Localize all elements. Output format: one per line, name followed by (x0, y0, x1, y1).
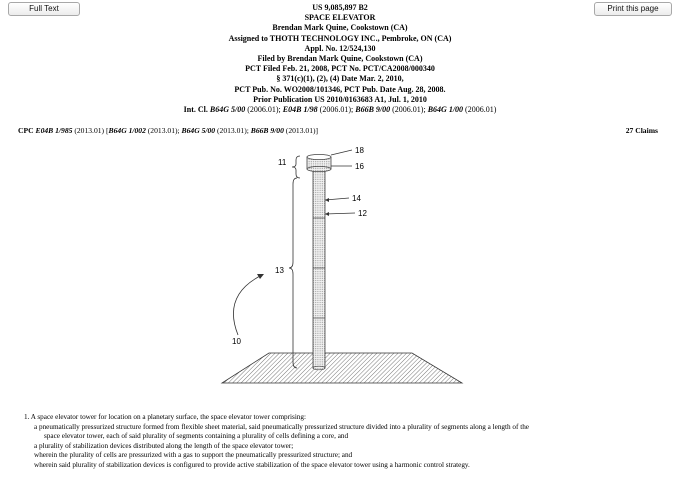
label-10: 10 (232, 337, 241, 346)
tower-cap (307, 154, 331, 171)
label-18: 18 (355, 146, 364, 155)
cpc-code: B64G 1/002 (108, 126, 146, 135)
int-cl-code: B64G 1/00 (427, 105, 464, 115)
claim-1 (24, 413, 664, 471)
label-12: 12 (358, 209, 367, 218)
cpc-code: B64G 5/00 (181, 126, 216, 135)
ground-plane (222, 353, 462, 383)
cpc-code: B66B 9/00 (250, 126, 284, 135)
label-13: 13 (275, 266, 284, 275)
label-14: 14 (352, 194, 361, 203)
patent-title: SPACE ELEVATOR (304, 13, 376, 23)
cpc-date: (2013.01); (217, 126, 249, 135)
brace-13 (289, 178, 297, 368)
label-11: 11 (278, 158, 287, 167)
int-cl-code: B66B 9/00 (355, 105, 391, 115)
cpc-date: (2013.01); (147, 126, 180, 135)
filed-by: Filed by Brendan Mark Quine, Cookstown (CA) (257, 54, 423, 64)
assignee: Assigned to THOTH TECHNOLOGY INC., Pembroke, ON (CA) (228, 33, 452, 43)
pct-filed: PCT Filed Feb. 21, 2008, PCT No. PCT/CA2008/000340 (245, 64, 435, 74)
int-cl-date: (2006.01) (465, 105, 497, 115)
int-cl-code: E04B 1/98 (282, 105, 318, 115)
arrow-10 (233, 275, 262, 335)
cpc-label: CPC (18, 126, 34, 135)
int-cl-date: (2006.01); (392, 105, 426, 115)
print-page-button[interactable]: Print this page (594, 2, 672, 16)
claim-line: a plurality of stabilization devices distributed along the length of the space elevator tower; (34, 441, 294, 450)
appl-no: Appl. No. 12/524,130 (304, 43, 376, 53)
cpc-bracket: [ (106, 126, 109, 135)
claim-line: wherein said plurality of stabilization devices is configured to provide active stabilization of the space elevator tower using a harmonic control strategy. (34, 460, 470, 469)
claim-line: a pneumatically pressurized structure formed from flexible sheet material, said pneumatically pressurized structure divided into a plurality of segments along a length of the (34, 422, 529, 431)
pct-pub: PCT Pub. No. WO2008/101346, PCT Pub. Date Aug. 28, 2008. (234, 84, 446, 94)
int-cl-code: B64G 5/00 (209, 105, 246, 115)
full-text-button[interactable]: Full Text (8, 2, 80, 16)
claim-line: wherein the plurality of cells are pressurized with a gas to support the pneumatically pressurized structure; and (34, 451, 353, 460)
int-cl-date: (2006.01); (247, 105, 281, 115)
int-cl-label: Int. Cl. (183, 105, 208, 115)
prior-publication: Prior Publication US 2010/0163683 A1, Jul. 1, 2010 (253, 94, 427, 104)
claims-count: 27 Claims (625, 126, 658, 135)
cpc-code: E04B 1/985 (35, 126, 73, 135)
tower (313, 168, 325, 370)
brace-11 (292, 156, 300, 178)
int-cl-date: (2006.01); (319, 105, 354, 115)
claim-line: space elevator tower, each of said plurality of segments containing a plurality of cells defining a core, and (44, 432, 349, 441)
cpc-date: (2013.01) (74, 126, 105, 135)
inventor: Brendan Mark Quine, Cookstown (CA) (272, 23, 408, 33)
label-16: 16 (355, 162, 364, 171)
section-371: § 371(c)(1), (2), (4) Date Mar. 2, 2010, (276, 74, 404, 84)
cpc-date: (2013.01)] (285, 126, 319, 135)
patent-number: US 9,085,897 B2 (312, 3, 368, 12)
claim-line: 1. A space elevator tower for location on a planetary surface, the space elevator tower comprising: (24, 413, 306, 421)
